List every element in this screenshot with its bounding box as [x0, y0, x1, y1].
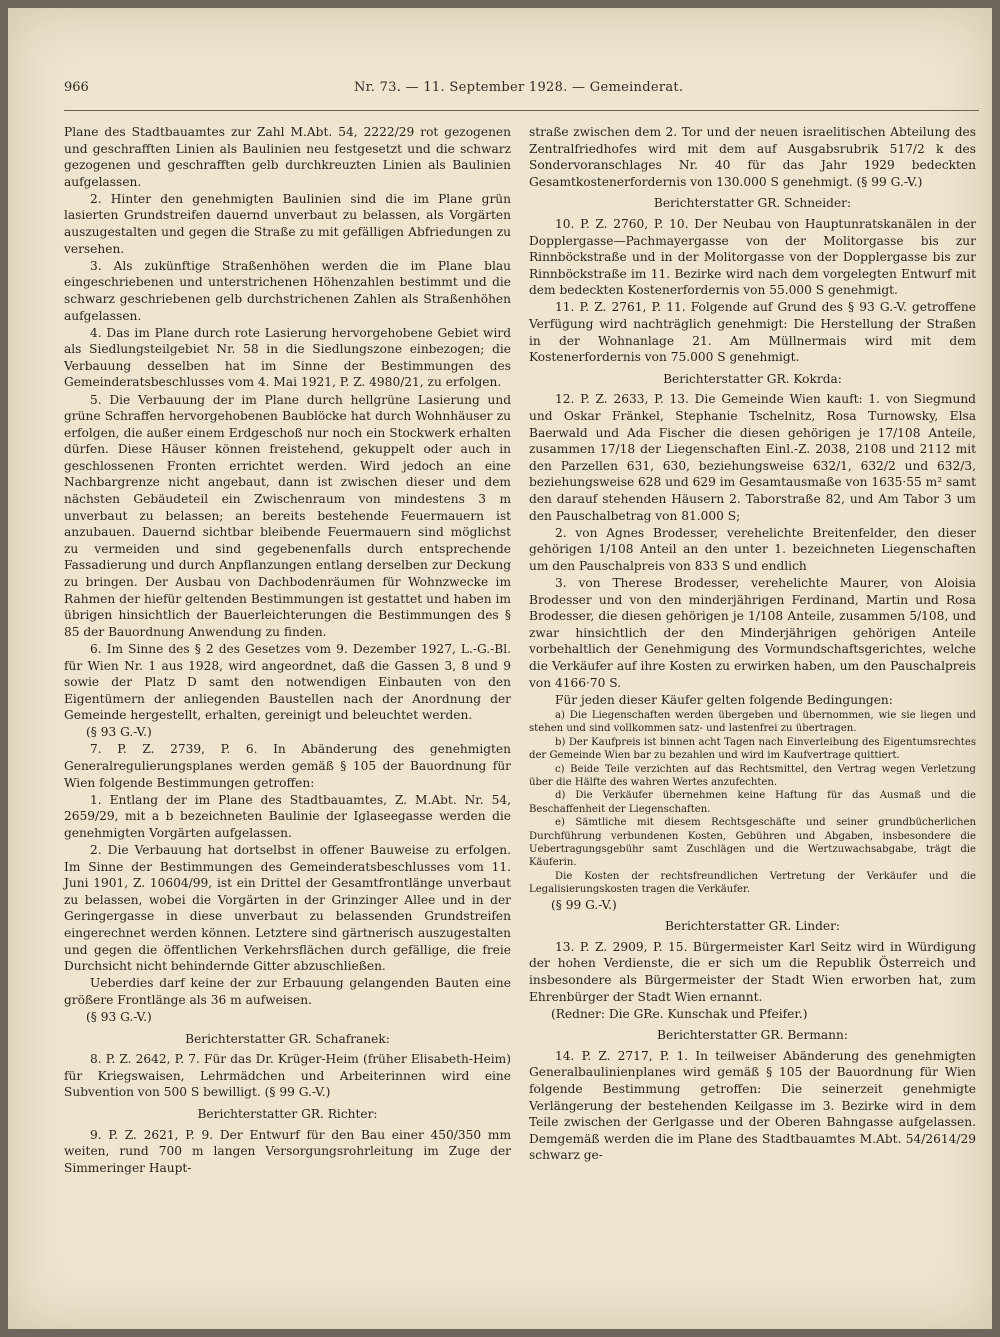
condition-b: b) Der Kaufpreis ist binnen acht Tagen nach Einverleibung des Eigentumsrechtes der Gemeinde Wien bar zu bezahlen und wird im Kaufvertrage quittiert. [529, 736, 976, 761]
condition-e: e) Sämtliche mit diesem Rechtsgeschäfte und seiner grundbücherlichen Durchführung verbundenen Kosten, Gebühren und Abgaben, insbesondere die Uebertragungsgebühr samt Zuschlägen und die Wertzuwachsabgabe, trägt die Käuferin. [529, 817, 976, 868]
condition-costs: Die Kosten der rechtsfreundlichen Vertretung der Verkäufer und die Legalisierungskosten tragen die Verkäufer. [529, 870, 976, 895]
citation: (§ 93 G.-V.) [86, 1009, 152, 1024]
paragraph: 13. P. Z. 2909, P. 15. Bürgermeister Karl Seitz wird in Würdigung der hohen Verdienste, die er sich um die Republik Österreich und insbesondere als Bürgermeister der Stadt Wien erworben hat, zum Ehrenbürger der Stadt Wien ernannt. [529, 939, 976, 1004]
paragraph: Plane des Stadtbauamtes zur Zahl M.Abt. 54, 2222/29 rot gezogenen und geschrafften Linien als Baulinien neu festgesetzt und die schwarz gezogenen und geschrafften gelb durchkreuzten Linien als Baulinien aufgelassen. [64, 125, 511, 189]
citation: (§ 93 G.-V.) [86, 725, 152, 740]
citation: (§ 99 G.-V.) [551, 897, 617, 912]
right-column [529, 124, 976, 1164]
page-number: 966 [64, 80, 89, 95]
rapporteur-heading: Berichterstatter GR. Linder: [664, 919, 841, 934]
rapporteur-heading: Berichterstatter GR. Richter: [197, 1106, 378, 1121]
left-column [64, 124, 511, 1177]
paragraph: 9. P. Z. 2621, P. 9. Der Entwurf für den Bau einer 450/350 mm weiten, rund 700 m langen Versorgungsrohrleitung im Zuge der Simmeringer Haupt- [64, 1127, 511, 1175]
paragraph: 2. von Agnes Brodesser, verehelichte Breitenfelder, den dieser gehörigen 1/108 Anteil an den unter 1. bezeichneten Liegenschaften um den Pauschalpreis von 833 S und endlich [529, 525, 976, 573]
header-rule [64, 110, 979, 111]
rapporteur-heading: Berichterstatter GR. Bermann: [657, 1028, 848, 1043]
paragraph: 11. P. Z. 2761, P. 11. Folgende auf Grund des § 93 G.-V. getroffene Verfügung wird nachträglich genehmigt: Die Herstellung der Straßen in der Wohnanlage 21. Am Müllnermais wird mit dem Kostenerfordernis von 75.000 S genehmigt. [529, 300, 976, 365]
rapporteur-heading: Berichterstatter GR. Schafranek: [185, 1031, 390, 1046]
paragraph: 4. Das im Plane durch rote Lasierung hervorgehobene Gebiet wird als Siedlungsteilgebiet Nr. 58 in die Siedlungszone einbezogen; die Verbauung desselben hat im Sinne der Bestimmungen des Gemeinderatsbeschlusses vom 4. Mai 1921, P. Z. 4980/21, zu erfolgen. [64, 325, 511, 390]
paragraph: 1. Entlang der im Plane des Stadtbauamtes, Z. M.Abt. Nr. 54, 2659/29, mit a b bezeichneten Baulinie der Iglaseegasse werden die genehmigten Vorgärten aufgelassen. [64, 792, 511, 840]
condition-c: c) Beide Teile verzichten auf das Rechtsmittel, den Vertrag wegen Verletzung über die Hälfte des wahren Wertes anzufechten. [529, 763, 976, 788]
paragraph: 2. Die Verbauung hat dortselbst in offener Bauweise zu erfolgen. Im Sinne der Bestimmungen des Gemeinderatsbeschlusses vom 11. Juni 1901, Z. 10604/99, ist ein Drittel der Gesamtfrontlänge unverbaut zu belassen, wobei die Vorgärten in der Grinzinger Allee und in der Geringergasse in diese unverbaut zu belassenden Grundstreifen eingerechnet werden können. Letztere sind gärtnerisch auszugestalten und gegen die öffentlichen Verkehrsflächen durch gefällige, die freie Durchsicht nicht behindernde Gitter abzuschließen. [64, 843, 511, 974]
newspaper-page [8, 8, 992, 1329]
paragraph: 3. Als zukünftige Straßenhöhen werden die im Plane blau eingeschriebenen und unterstrichenen Höhenzahlen bestimmt und die schwarz geschriebenen gelb durchstrichenen Zahlen als Straßenhöhen aufgelassen. [64, 258, 511, 323]
paragraph: 3. von Therese Brodesser, verehelichte Maurer, von Aloisia Brodesser und von den minderjährigen Ferdinand, Martin und Rosa Brodesser, die diesen gehörigen je 1/108 Anteile, zusammen 5/108, und zwar hinsichtlich der den Minderjährigen gehörigen Anteile vorbehaltlich der Genehmigung des Vormundschaftsgerichtes, welche die Verkäufer auf ihre Kosten zu erwirken haben, um den Pauschalpreis von 4166·70 S. [529, 575, 976, 690]
paragraph: Ueberdies darf keine der zur Erbauung gelangenden Bauten eine größere Frontlänge als 36 m aufweisen. [64, 976, 511, 1007]
speakers-note: (Redner: Die GRe. Kunschak und Pfeifer.) [551, 1006, 808, 1021]
rapporteur-heading: Berichterstatter GR. Kokrda: [663, 371, 842, 386]
paragraph: 12. P. Z. 2633, P. 13. Die Gemeinde Wien kauft: 1. von Siegmund und Oskar Fränkel, Stephanie Tschelnitz, Rosa Turnowsky, Elsa Baerwald und Ada Fischer die diesen gehörigen je 17/108 Anteile, zusammen 17/18 der Liegenschaften Einl.-Z. 2038, 2108 und 2112 mit den Parzellen 631, 630, beziehungsweise 632/1, 632/2 und 632/3, beziehungsweise 628 und 629 im Gesamtausmaße von 1635·55 m² samt den darauf stehenden Häusern 2. Taborstraße 82, und Am Tabor 3 um den Pauschalbetrag von 81.000 S; [529, 392, 976, 523]
paragraph: 5. Die Verbauung der im Plane durch hellgrüne Lasierung und grüne Schraffen hervorgehobenen Baublöcke hat durch Wohnhäuser zu erfolgen, die außer einem Erdgeschoß nur noch ein Stockwerk erhalten dürfen. Diese Häuser können freistehend, gekuppelt oder auch in geschlossenen Fronten errichtet werden. Wird jedoch an eine Nachbargrenze nicht angebaut, dann ist zwischen dieser und dem nächsten Gebäudeteil ein Zwischenraum von mindestens 3 m unverbaut zu belassen; an bereits bestehende Feuermauern ist anzubauen. Dauernd sichtbar bleibende Feuermauern sind möglichst zu vermeiden und sind gegebenenfalls durch entsprechende Fassadierung und durch Anpflanzungen entlang derselben zur Deckung zu bringen. Der Ausbau von Dachbodenräumen für Wohnzwecke im Rahmen der hiefür geltenden Bestimmungen ist gestattet und haben im übrigen hinsichtlich der Bauerleichterungen die Bestimmungen des § 85 der Bauordnung Anwendung zu finden. [64, 392, 511, 639]
condition-d: d) Die Verkäufer übernehmen keine Haftung für das Ausmaß und die Beschaffenheit der Liegenschaften. [529, 790, 976, 815]
paragraph: Für jeden dieser Käufer gelten folgende Bedingungen: [555, 692, 893, 707]
paragraph: 7. P. Z. 2739, P. 6. In Abänderung des genehmigten Generalregulierungsplanes werden gemäß § 105 der Bauordnung für Wien folgende Bestimmungen getroffen: [64, 742, 511, 790]
paragraph: 6. Im Sinne des § 2 des Gesetzes vom 9. Dezember 1927, L.-G.-Bl. für Wien Nr. 1 aus 1928, wird angeordnet, daß die Gassen 3, 8 und 9 sowie der Platz D samt den notwendigen Einbauten von den Eigentümern der anliegenden Baustellen nach der Anordnung der Gemeinde hergestellt, erhalten, gereinigt und beleuchtet werden. [64, 641, 511, 723]
paragraph: 10. P. Z. 2760, P. 10. Der Neubau von Hauptunratskanälen in der Dopplergasse—Pachmayergasse von der Molitorgasse bis zur Rinnböckstraße und in der Molitorgasse von der Dopplergasse bis zur Rinnböckstraße im 11. Bezirke wird nach dem vorgelegten Entwurf mit dem bedeckten Kostenerfordernis von 55.000 S genehmigt. [529, 216, 976, 298]
condition-a: a) Die Liegenschaften werden übergeben und übernommen, wie sie liegen und stehen und sind vollkommen satz- und lastenfrei zu übertragen. [529, 709, 976, 734]
paragraph: 8. P. Z. 2642, P. 7. Für das Dr. Krüger-Heim (früher Elisabeth-Heim) für Kriegswaisen, Lehrmädchen und Arbeiterinnen wird eine Subvention von 500 S bewilligt. (§ 99 G.-V.) [64, 1052, 511, 1100]
running-title: Nr. 73. — 11. September 1928. — Gemeinderat. [354, 80, 684, 95]
paragraph: 2. Hinter den genehmigten Baulinien sind die im Plane grün lasierten Grundstreifen dauernd unverbaut zu belassen, als Vorgärten auszugestalten und gegen die Straße zu mit gefälligen Abfriedungen zu versehen. [64, 191, 511, 256]
rapporteur-heading: Berichterstatter GR. Schneider: [653, 196, 852, 211]
paragraph: straße zwischen dem 2. Tor und der neuen israelitischen Abteilung des Zentralfriedhofes wird mit dem auf Ausgabsrubrik 517/2 k des Sondervoranschlages Nr. 40 für das Jahr 1929 bedeckten Gesamtkostenerfordernis von 130.000 S genehmigt. (§ 99 G.-V.) [529, 125, 976, 189]
paragraph: 14. P. Z. 2717, P. 1. In teilweiser Abänderung des genehmigten Generalbaulinienplanes wird gemäß § 105 der Bauordnung für Wien folgende Bestimmung getroffen: Die seinerzeit genehmigte Verlängerung der bestehenden Keilgasse im 3. Bezirke wird in dem Teile zwischen der Gerlgasse und der Oberen Bahngasse aufgelassen. Demgemäß werden die im Plane des Stadtbauamtes M.Abt. 54/2614/29 schwarz ge- [529, 1048, 976, 1163]
